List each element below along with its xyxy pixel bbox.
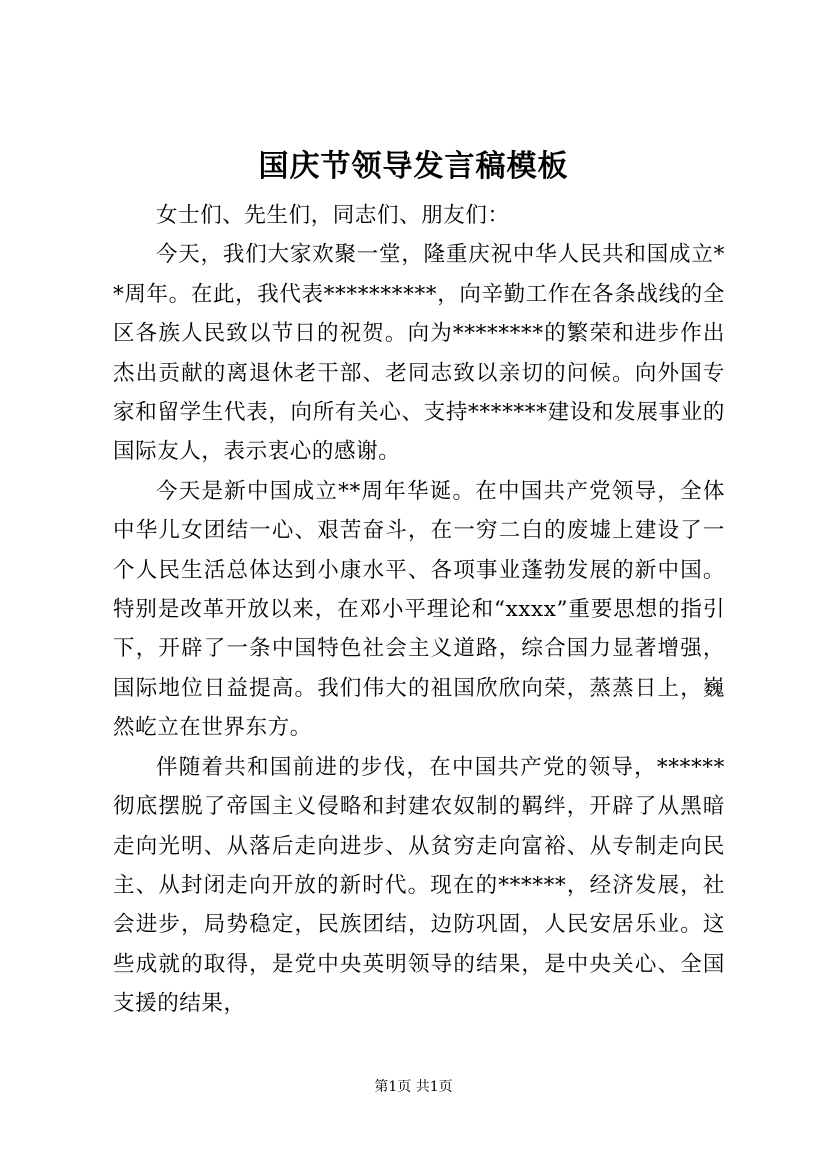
body-paragraph: 今天是新中国成立**周年华诞。在中国共产党领导，全体中华儿女团结一心、艰苦奋斗，在一穷二白的废墟上建设了一个人民生活总体达到小康水平、各项事业蓬勃发展的新中国。特别是改革开放以来，在邓小平理论和“xxxx”重要思想的指引下，开辟了一条中国特色社会主义道路，综合国力显著增强，国际地位日益提高。我们伟大的祖国欣欣向荣，蒸蒸日上，巍然屹立在世界东方。: [113, 478, 725, 741]
document-body: [113, 196, 725, 1024]
body-paragraph: 今天，我们大家欢聚一堂，隆重庆祝中华人民共和国成立**周年。在此，我代表**********，向辛勤工作在各条战线的全区各族人民致以节日的祝贺。向为********的繁荣和进步作出杰出贡献的离退休老干部、老同志致以亲切的问候。向外国专家和留学生代表，向所有关心、支持*******建设和发展事业的国际友人，表示衷心的感谢。: [113, 242, 725, 465]
document-title: 国庆节领导发言稿模板: [258, 149, 569, 184]
page-number-footer: 第1页 共1页: [374, 1079, 453, 1095]
salutation-paragraph: 女士们、先生们，同志们、朋友们：: [156, 203, 510, 228]
body-paragraph: 伴随着共和国前进的步伐，在中国共产党的领导，******彻底摆脱了帝国主义侵略和封建农奴制的羁绊，开辟了从黑暗走向光明、从落后走向进步、从贫穷走向富裕、从专制走向民主、从封闭走向开放的新时代。现在的******，经济发展，社会进步，局势稳定，民族团结，边防巩固，人民安居乐业。这些成就的取得，是党中央英明领导的结果，是中央关心、全国支援的结果，: [113, 754, 725, 1017]
